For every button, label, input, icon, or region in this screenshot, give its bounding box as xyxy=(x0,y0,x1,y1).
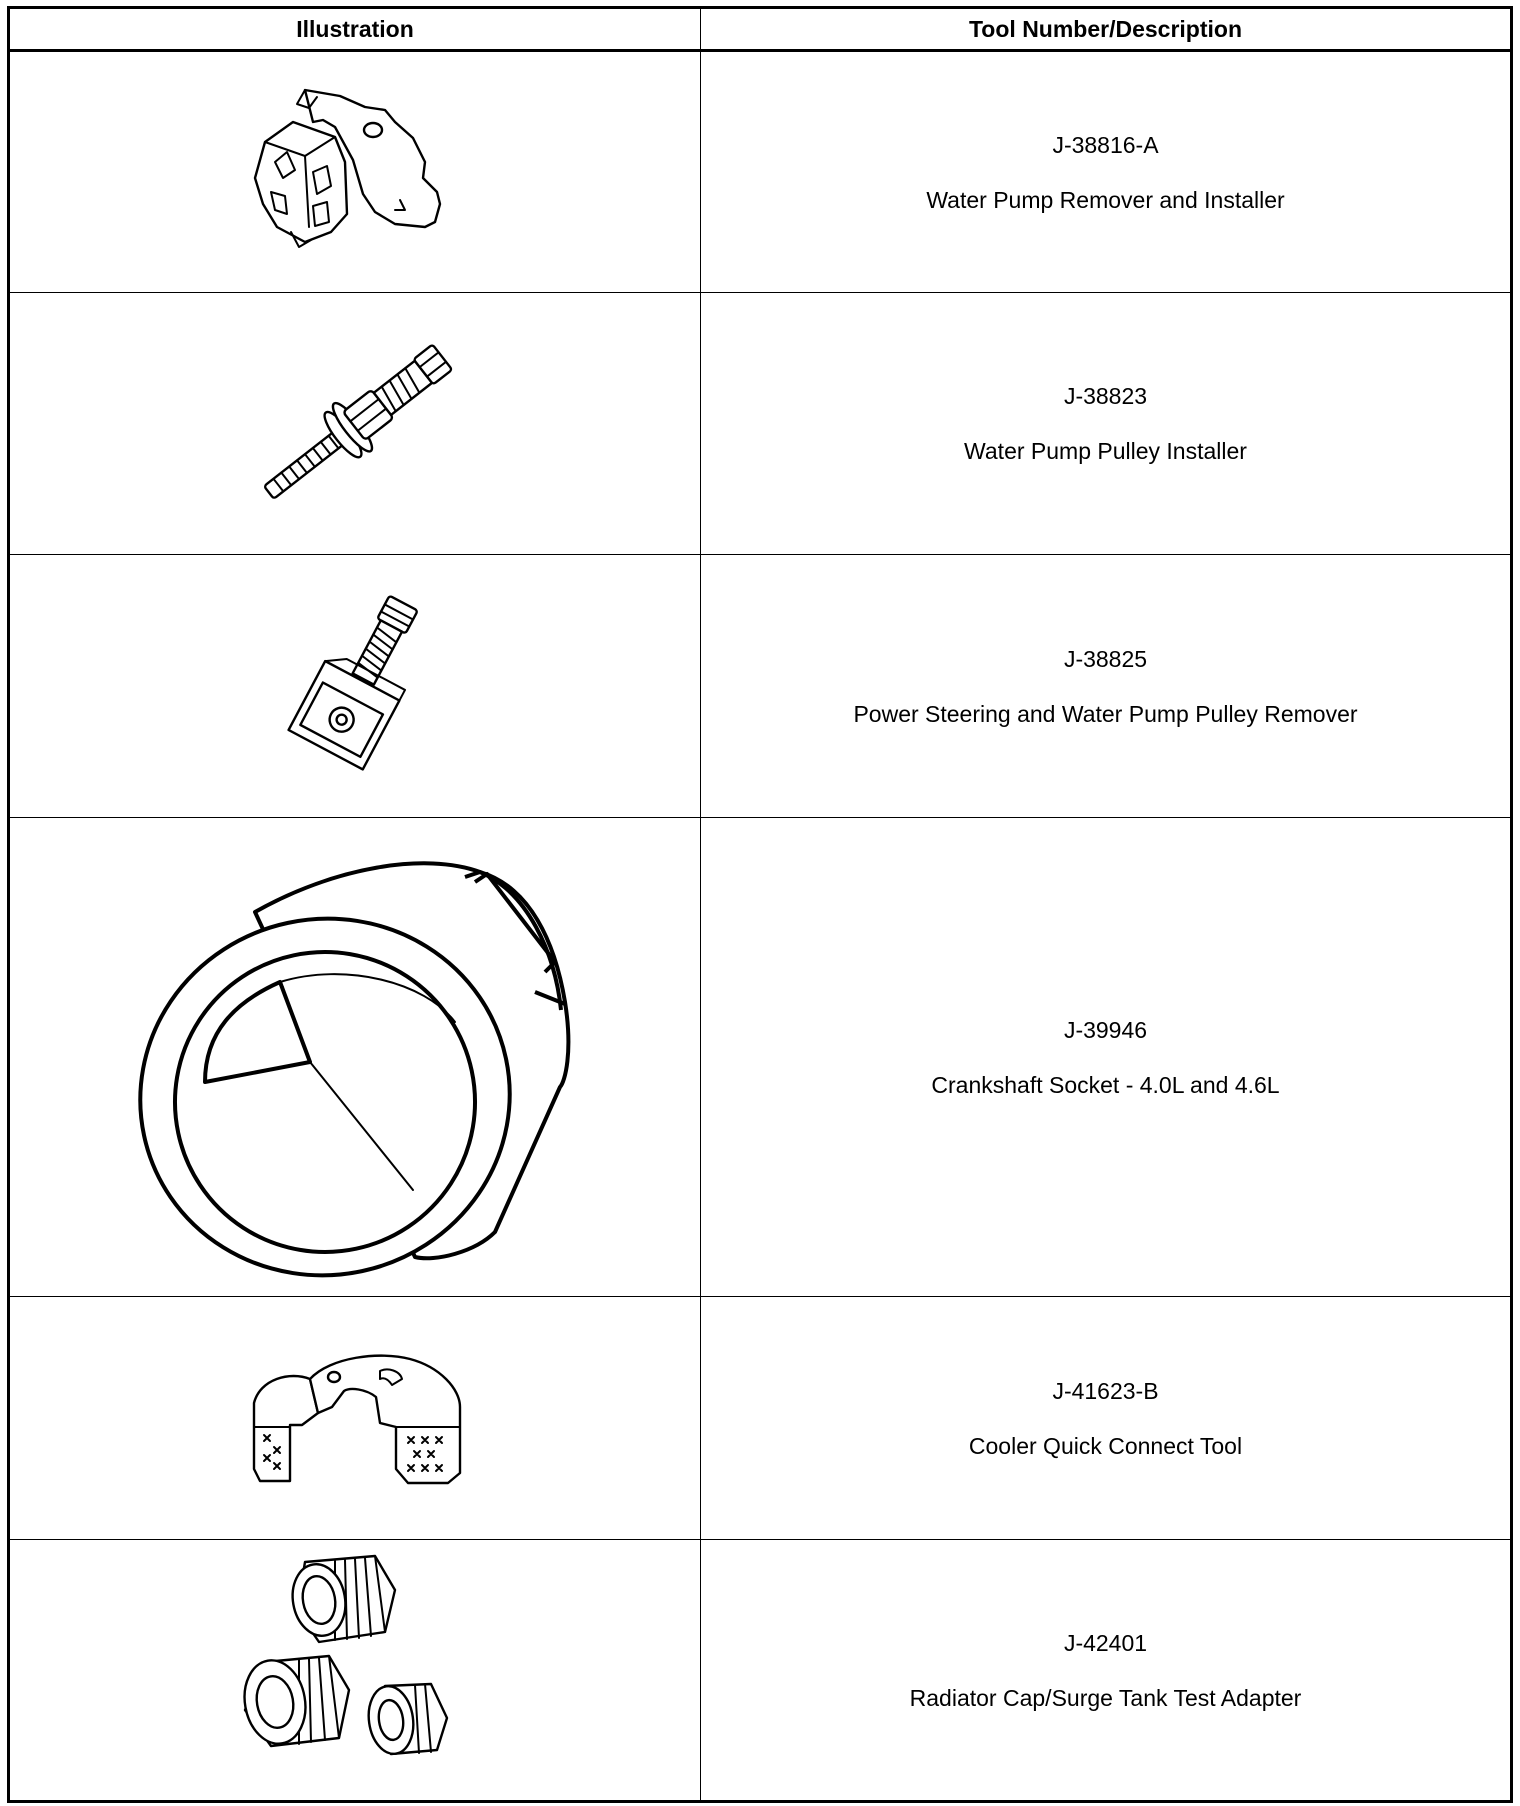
tool-number: J-38816-A xyxy=(1052,131,1159,158)
tool-description-cell xyxy=(701,555,1512,818)
tool-description-cell xyxy=(701,293,1512,555)
tool-description: Power Steering and Water Pump Pulley Remover xyxy=(853,700,1358,727)
illustration-cell xyxy=(9,818,701,1297)
tool-description-cell xyxy=(701,1540,1512,1802)
crankshaft-socket-icon xyxy=(135,832,575,1282)
table-row xyxy=(9,818,1512,1297)
illustration-header: Illustration xyxy=(9,8,701,51)
tool-description: Crankshaft Socket - 4.0L and 4.6L xyxy=(931,1071,1280,1098)
quick-connect-tool-icon xyxy=(240,1343,470,1493)
tool-description-cell xyxy=(701,51,1512,293)
tool-number: J-38825 xyxy=(1063,645,1148,672)
water-pump-remover-installer-icon xyxy=(235,82,475,262)
tool-description: Water Pump Remover and Installer xyxy=(926,186,1285,213)
illustration-cell xyxy=(9,1540,701,1802)
table-row xyxy=(9,51,1512,293)
tool-table xyxy=(7,6,1513,1803)
tool-number: J-42401 xyxy=(1063,1629,1148,1656)
pulley-remover-icon xyxy=(255,586,455,786)
tool-number: J-38823 xyxy=(1063,383,1148,409)
pulley-installer-bolt-icon xyxy=(235,339,475,509)
test-adapter-set-icon xyxy=(235,1550,475,1790)
tool-description-cell xyxy=(701,818,1512,1297)
table-row xyxy=(9,1297,1512,1540)
header-row xyxy=(9,8,1512,51)
tool-description: Radiator Cap/Surge Tank Test Adapter xyxy=(909,1684,1302,1711)
tool-number: J-39946 xyxy=(1063,1016,1148,1043)
tool-description: Cooler Quick Connect Tool xyxy=(968,1432,1243,1459)
tool-number: J-41623-B xyxy=(1052,1377,1159,1404)
tool-description: Water Pump Pulley Installer xyxy=(964,438,1247,464)
illustration-cell xyxy=(9,555,701,818)
tool-header: Tool Number/Description xyxy=(701,8,1512,51)
table-row xyxy=(9,555,1512,818)
table-row xyxy=(9,293,1512,555)
tool-description-cell xyxy=(701,1297,1512,1540)
illustration-cell xyxy=(9,293,701,555)
illustration-cell xyxy=(9,1297,701,1540)
illustration-cell xyxy=(9,51,701,293)
table-row xyxy=(9,1540,1512,1802)
